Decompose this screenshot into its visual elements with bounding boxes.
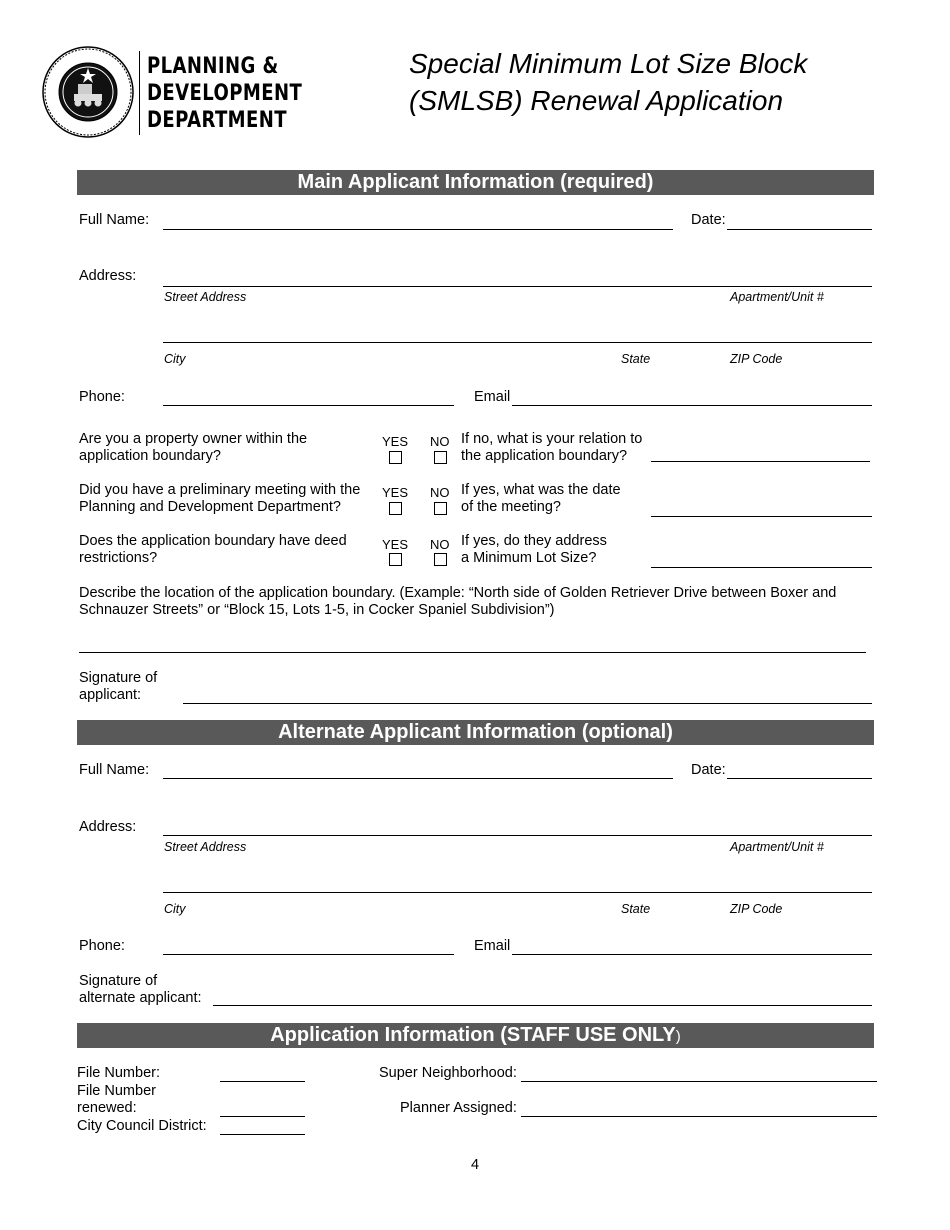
alt-city-field[interactable] — [163, 892, 872, 893]
q2-line1: Did you have a preliminary meeting with the — [79, 482, 361, 498]
seal-text — [42, 46, 43, 47]
q3-no-checkbox[interactable] — [434, 553, 447, 566]
alt-signature-line1: Signature of — [79, 973, 158, 989]
q1-owner-question — [79, 431, 307, 465]
q1-no-checkbox[interactable] — [434, 451, 447, 464]
alt-full-name-field[interactable] — [163, 778, 673, 779]
main-signature-label — [79, 670, 157, 704]
main-phone-label: Phone: — [79, 389, 125, 405]
alt-signature-field[interactable] — [213, 1005, 872, 1006]
alt-full-name-label: Full Name: — [79, 762, 150, 778]
main-signature-line1: Signature of — [79, 670, 158, 686]
describe-line1: Describe the location of the application boundary. (Example: “North side of Golden Retriever Drive between Boxer and — [79, 585, 837, 601]
main-city-caption: City — [164, 352, 186, 366]
alt-date-label: Date: — [691, 762, 726, 778]
dept-name-line1: PLANNING & — [147, 54, 279, 79]
alt-address-label: Address: — [79, 819, 137, 835]
alt-email-label: Email — [474, 938, 511, 954]
q1-line1: Are you a property owner within the — [79, 431, 308, 447]
staff-section-title: Application Information (STAFF USE ONLY — [270, 1024, 676, 1046]
q3-yes-checkbox[interactable] — [389, 553, 402, 566]
q2-meeting-question — [79, 482, 360, 516]
q1-followup-line1: If no, what is your relation to — [461, 431, 643, 447]
main-phone-field[interactable] — [163, 405, 454, 406]
q1-line2: application boundary? — [79, 448, 221, 464]
file-number-renewed-line2: renewed: — [77, 1100, 137, 1116]
main-street-field[interactable] — [163, 286, 872, 287]
main-city-field[interactable] — [163, 342, 872, 343]
file-number-renewed-line1: File Number — [77, 1083, 156, 1099]
super-neighborhood-field[interactable] — [521, 1081, 877, 1082]
council-district-label: City Council District: — [77, 1118, 207, 1134]
alternate-section-header: Alternate Applicant Information (optional) — [77, 720, 874, 745]
q2-no-label: NO — [430, 485, 450, 500]
q3-min-lot-field[interactable] — [651, 567, 872, 568]
alt-zip-caption: ZIP Code — [730, 902, 783, 916]
q3-followup — [461, 533, 607, 567]
alt-city-caption: City — [164, 902, 186, 916]
main-state-caption: State — [621, 352, 651, 366]
q1-yes-label: YES — [382, 434, 409, 449]
alt-apt-caption: Apartment/Unit # — [730, 840, 824, 854]
planner-assigned-field[interactable] — [521, 1116, 877, 1117]
alt-signature-label — [79, 973, 202, 1007]
planner-assigned-label: Planner Assigned: — [400, 1100, 517, 1116]
main-email-label: Email — [474, 389, 511, 405]
main-zip-caption: ZIP Code — [730, 352, 783, 366]
q2-yes-checkbox[interactable] — [389, 502, 402, 515]
header-divider — [139, 51, 140, 135]
q2-followup — [461, 482, 621, 516]
describe-location-field[interactable] — [79, 652, 866, 653]
q3-followup-line1: If yes, do they address — [461, 533, 607, 549]
alt-date-field[interactable] — [727, 778, 872, 779]
main-date-field[interactable] — [727, 229, 872, 230]
staff-section-title-paren: ) — [675, 1028, 681, 1045]
q1-followup-line2: the application boundary? — [461, 448, 628, 464]
q2-meeting-date-field[interactable] — [651, 516, 872, 517]
alt-phone-label: Phone: — [79, 938, 125, 954]
file-number-field[interactable] — [220, 1081, 305, 1082]
form-title-line2: (SMLSB) Renewal Application — [409, 85, 784, 116]
q2-followup-line2: of the meeting? — [461, 499, 561, 515]
alt-state-caption: State — [621, 902, 651, 916]
main-signature-line2: applicant: — [79, 687, 142, 703]
alt-email-field[interactable] — [512, 954, 872, 955]
q2-yes-label: YES — [382, 485, 409, 500]
q1-no-label: NO — [430, 434, 450, 449]
q3-followup-line2: a Minimum Lot Size? — [461, 550, 597, 566]
main-full-name-label: Full Name: — [79, 212, 150, 228]
main-date-label: Date: — [691, 212, 726, 228]
council-district-field[interactable] — [220, 1134, 305, 1135]
main-full-name-field[interactable] — [163, 229, 673, 230]
page-number: 4 — [471, 1157, 480, 1173]
q3-line1: Does the application boundary have deed — [79, 533, 347, 549]
q1-followup — [461, 431, 642, 465]
q2-no-checkbox[interactable] — [434, 502, 447, 515]
super-neighborhood-label: Super Neighborhood: — [379, 1065, 517, 1081]
q1-yes-checkbox[interactable] — [389, 451, 402, 464]
q3-no-label: NO — [430, 537, 450, 552]
q2-followup-line1: If yes, what was the date — [461, 482, 621, 498]
main-street-caption: Street Address — [164, 290, 247, 304]
describe-location-instructions — [79, 585, 879, 619]
staff-section-header — [77, 1023, 874, 1048]
form-title-line1: Special Minimum Lot Size Block — [409, 48, 808, 79]
main-section-header: Main Applicant Information (required) — [77, 170, 874, 195]
main-address-label: Address: — [79, 268, 137, 284]
dept-name-line2: DEVELOPMENT — [147, 81, 303, 106]
q3-yes-label: YES — [382, 537, 409, 552]
city-seal-logo — [42, 46, 134, 138]
q1-relation-field[interactable] — [651, 461, 870, 462]
file-number-renewed-label — [77, 1083, 156, 1117]
describe-line2: Schnauzer Streets” or “Block 15, Lots 1-5, in Cocker Spaniel Subdivision”) — [79, 602, 555, 618]
q3-line2: restrictions? — [79, 550, 158, 566]
file-number-renewed-field[interactable] — [220, 1116, 305, 1117]
alt-street-field[interactable] — [163, 835, 872, 836]
main-email-field[interactable] — [512, 405, 872, 406]
main-signature-field[interactable] — [183, 703, 872, 704]
alt-phone-field[interactable] — [163, 954, 454, 955]
q3-deed-question — [79, 533, 347, 567]
alt-signature-line2: alternate applicant: — [79, 990, 202, 1006]
q2-line2: Planning and Development Department? — [79, 499, 341, 515]
alt-street-caption: Street Address — [164, 840, 247, 854]
file-number-label: File Number: — [77, 1065, 160, 1081]
dept-name-line3: DEPARTMENT — [147, 108, 288, 133]
main-apt-caption: Apartment/Unit # — [730, 290, 824, 304]
